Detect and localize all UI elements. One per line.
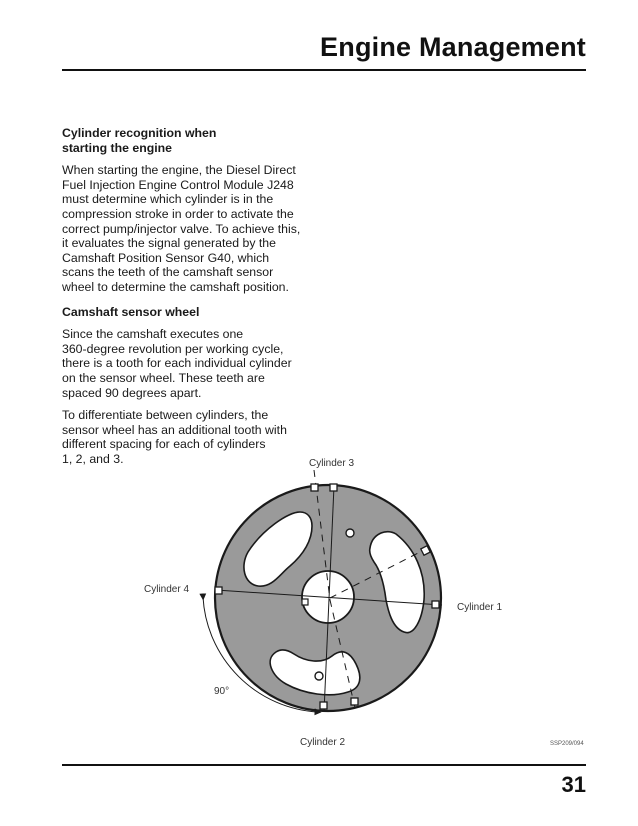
page-number: 31 <box>561 772 586 797</box>
label-angle-90: 90° <box>214 686 230 697</box>
label-cylinder-1: Cylinder 1 <box>457 602 503 613</box>
label-cylinder-3: Cylinder 3 <box>309 458 355 469</box>
tooth-cylinder-2 <box>320 702 327 709</box>
tooth-cylinder-1 <box>432 601 439 608</box>
tooth-cylinder-3-a <box>311 484 318 491</box>
section-heading-sensor-wheel: Camshaft sensor wheel <box>62 304 200 319</box>
paragraph-sensor-wheel-2: To differentiate between cylinders, the sensor wheel has an additional tooth with different spacing for each of cylinders 1, 2, and 3. <box>62 408 287 466</box>
label-cylinder-4: Cylinder 4 <box>144 584 190 595</box>
paragraph-cylinder-recognition: When starting the engine, the Diesel Direct Fuel Injection Engine Control Module J248 must determine which cylinder is in the compression stroke in order to activate the correct pump/injector valve. To achieve this, it evaluates the signal generated by the Camshaft Position Sensor G40, which scans the teeth of the camshaft sensor wheel to determine the camshaft position. <box>62 163 301 294</box>
wheel-hole-upper <box>346 529 354 537</box>
figure-reference-code: SSP209/094 <box>550 741 584 747</box>
paragraph-sensor-wheel-1: Since the camshaft executes one 360-degree revolution per working cycle, there is a tooth for each individual cylinder on the sensor wheel. These teeth are spaced 90 degrees apart. <box>62 327 292 400</box>
tooth-cylinder-2-extra <box>351 698 358 705</box>
section-heading-cylinder-recognition: Cylinder recognition when starting the engine <box>62 126 217 155</box>
page-header-title: Engine Management <box>320 32 586 62</box>
tooth-cylinder-4 <box>215 587 222 594</box>
wheel-hole-lower <box>315 672 323 680</box>
footer-rule <box>62 764 586 766</box>
hub-key <box>302 599 308 605</box>
label-cylinder-2: Cylinder 2 <box>300 737 346 748</box>
tooth-cylinder-3-b <box>330 484 337 491</box>
